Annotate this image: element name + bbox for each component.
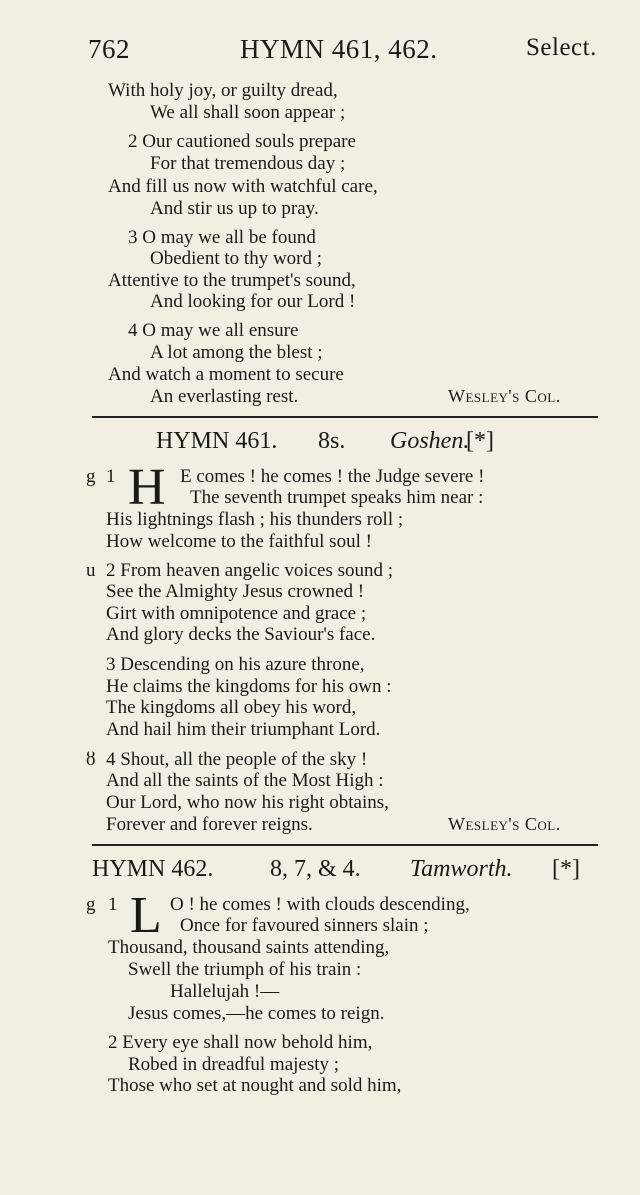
drop-cap: H: [128, 459, 166, 516]
dynamic-mark: u: [86, 560, 96, 581]
verse-line: Our Lord, who now his right obtains,: [106, 792, 389, 813]
verse-line: 3 Descending on his azure throne,: [106, 654, 365, 675]
section-label: Select.: [526, 34, 597, 61]
verse-line: With holy joy, or guilty dread,: [108, 80, 338, 101]
attribution: Wesley's Col.: [448, 814, 561, 834]
verse-line: Swell the triumph of his train :: [128, 959, 362, 980]
stanza-number: 1: [106, 466, 116, 487]
verse-line: He claims the kingdoms for his own :: [106, 676, 392, 697]
dynamic-mark: g: [86, 894, 96, 915]
running-title: HYMN 461, 462.: [240, 34, 438, 64]
hymn-tune: Tamworth.: [410, 856, 513, 882]
hymn-marker: [*]: [466, 428, 494, 454]
verse-line: And stir us up to pray.: [150, 198, 319, 219]
verse-line: 2 Our cautioned souls prepare: [128, 131, 356, 152]
verse-line: Robed in dreadful majesty ;: [128, 1054, 340, 1075]
verse-line: 2 From heaven angelic voices sound ;: [106, 560, 394, 581]
verse-line: A lot among the blest ;: [150, 342, 323, 363]
verse-line: 4 Shout, all the people of the sky !: [106, 749, 368, 770]
verse-line: Those who set at nought and sold him,: [108, 1075, 402, 1096]
verse-line: We all shall soon appear ;: [150, 102, 346, 123]
verse-line: Girt with omnipotence and grace ;: [106, 603, 367, 624]
verse-line: Obedient to thy word ;: [150, 248, 323, 269]
verse-line: Once for favoured sinners slain ;: [180, 915, 429, 936]
verse-line: Hallelujah !—: [170, 981, 280, 1002]
verse-line: And hail him their triumphant Lord.: [106, 719, 381, 740]
page-number: 762: [88, 34, 130, 64]
dynamic-mark: ȣ: [86, 749, 96, 770]
verse-line: 2 Every eye shall now behold him,: [108, 1032, 373, 1053]
verse-line: The seventh trumpet speaks him near :: [190, 487, 484, 508]
verse-line: See the Almighty Jesus crowned !: [106, 581, 365, 602]
verse-line: 4 O may we all ensure: [128, 320, 299, 341]
verse-line: An everlasting rest.: [150, 386, 299, 407]
dynamic-mark: g: [86, 466, 96, 487]
verse-line: Thousand, thousand saints attending,: [108, 937, 390, 958]
verse-line: And glory decks the Saviour's face.: [106, 624, 376, 645]
verse-line: How welcome to the faithful soul !: [106, 531, 372, 552]
stanza-number: 1: [108, 894, 118, 915]
divider-rule: [92, 416, 598, 418]
verse-line: O ! he comes ! with clouds descending,: [170, 894, 470, 915]
attribution: Wesley's Col.: [448, 386, 561, 406]
verse-line: 3 O may we all be found: [128, 227, 316, 248]
verse-line: And fill us now with watchful care,: [108, 176, 378, 197]
hymn-number: HYMN 462.: [92, 856, 214, 882]
hymn-meter: 8, 7, & 4.: [270, 856, 361, 882]
verse-line: And looking for our Lord !: [150, 291, 356, 312]
verse-line: The kingdoms all obey his word,: [106, 697, 357, 718]
verse-line: And watch a moment to secure: [108, 364, 344, 385]
verse-line: Forever and forever reigns.: [106, 814, 313, 835]
divider-rule: [92, 844, 598, 846]
verse-line: E comes ! he comes ! the Judge severe !: [180, 466, 485, 487]
hymn-number: HYMN 461.: [156, 428, 278, 454]
hymn-tune: Goshen.: [390, 428, 470, 454]
verse-line: Attentive to the trumpet's sound,: [108, 270, 356, 291]
verse-line: His lightnings flash ; his thunders roll ;: [106, 509, 404, 530]
verse-line: For that tremendous day ;: [150, 153, 346, 174]
hymn-marker: [*]: [552, 856, 580, 882]
verse-line: And all the saints of the Most High :: [106, 770, 384, 791]
drop-cap: L: [130, 887, 162, 944]
verse-line: Jesus comes,—he comes to reign.: [128, 1003, 385, 1024]
hymn-meter: 8s.: [318, 428, 346, 454]
